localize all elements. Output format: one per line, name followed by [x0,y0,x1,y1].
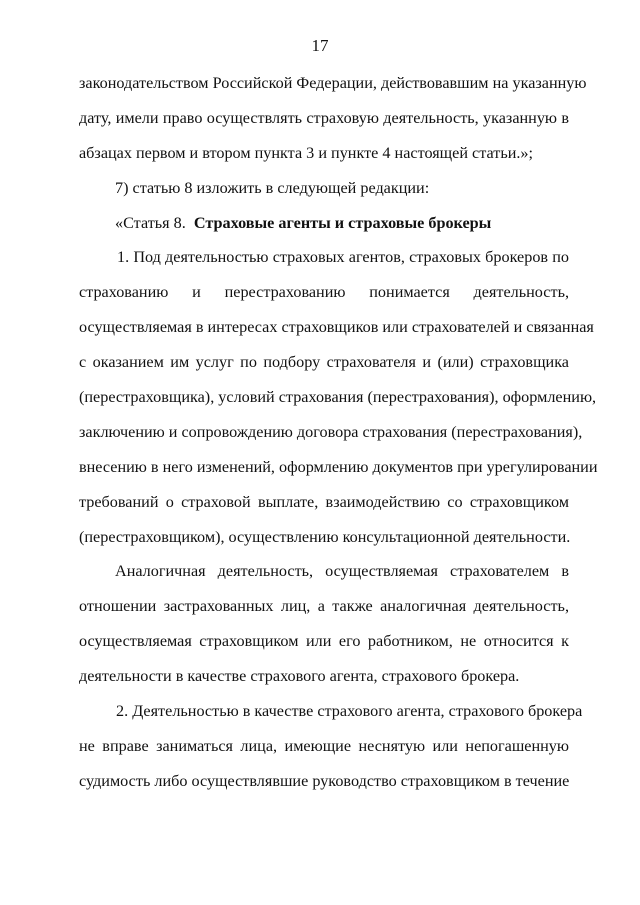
article-title: Страховые агенты и страховые брокеры [193,213,492,232]
document-body [79,70,598,803]
text-line: требований о страховой выплате, взаимодействию со страховщиком [79,492,569,511]
text-line: судимость либо осуществлявшие руководство страховщиком в течение [79,771,570,790]
text-line: 1. Под деятельностью страховых агентов, страховых брокеров по [117,248,569,267]
text-line: осуществляемая страховщиком или его работником, не относится к [79,632,569,651]
page-number: 17 [311,36,329,55]
text-line: не вправе заниматься лица, имеющие неснятую или непогашенную [79,736,569,755]
text-line: дату, имели право осуществлять страховую деятельность, указанную в [79,108,569,127]
article-heading [79,210,569,245]
text-line: деятельности в качестве страхового агента, страхового брокера. [79,667,520,686]
text-line: абзацах первом и втором пункта 3 и пункте 4 настоящей статьи.»; [79,143,534,162]
text-line: (перестраховщика), условий страхования (перестрахования), оформлению, [79,388,597,407]
text-line: 2. Деятельностью в качестве страхового агента, страхового брокера [116,702,583,721]
text-line: 7) статью 8 изложить в следующей редакции: [115,178,430,197]
text-line: законодательством Российской Федерации, действовавшим на указанную [79,74,587,92]
text-line: осуществляемая в интересах страховщиков или страхователей и связанная [79,318,594,337]
text-line: Аналогичная деятельность, осуществляемая страхователем в [115,562,569,581]
text-line: отношении застрахованных лиц, а также аналогичная деятельность, [79,597,569,616]
text-line: внесению в него изменений, оформлению документов при урегулировании [79,457,598,476]
text-line: заключению и сопровождению договора страхования (перестрахования), [79,422,583,441]
text-line: с оказанием им услуг по подбору страхователя и (или) страховщика [79,353,569,372]
article-number: «Статья 8. [115,213,186,232]
text-line: страхованию и перестрахованию понимается деятельность, [79,283,569,302]
text-line: (перестраховщиком), осуществлению консультационной деятельности. [79,527,571,546]
